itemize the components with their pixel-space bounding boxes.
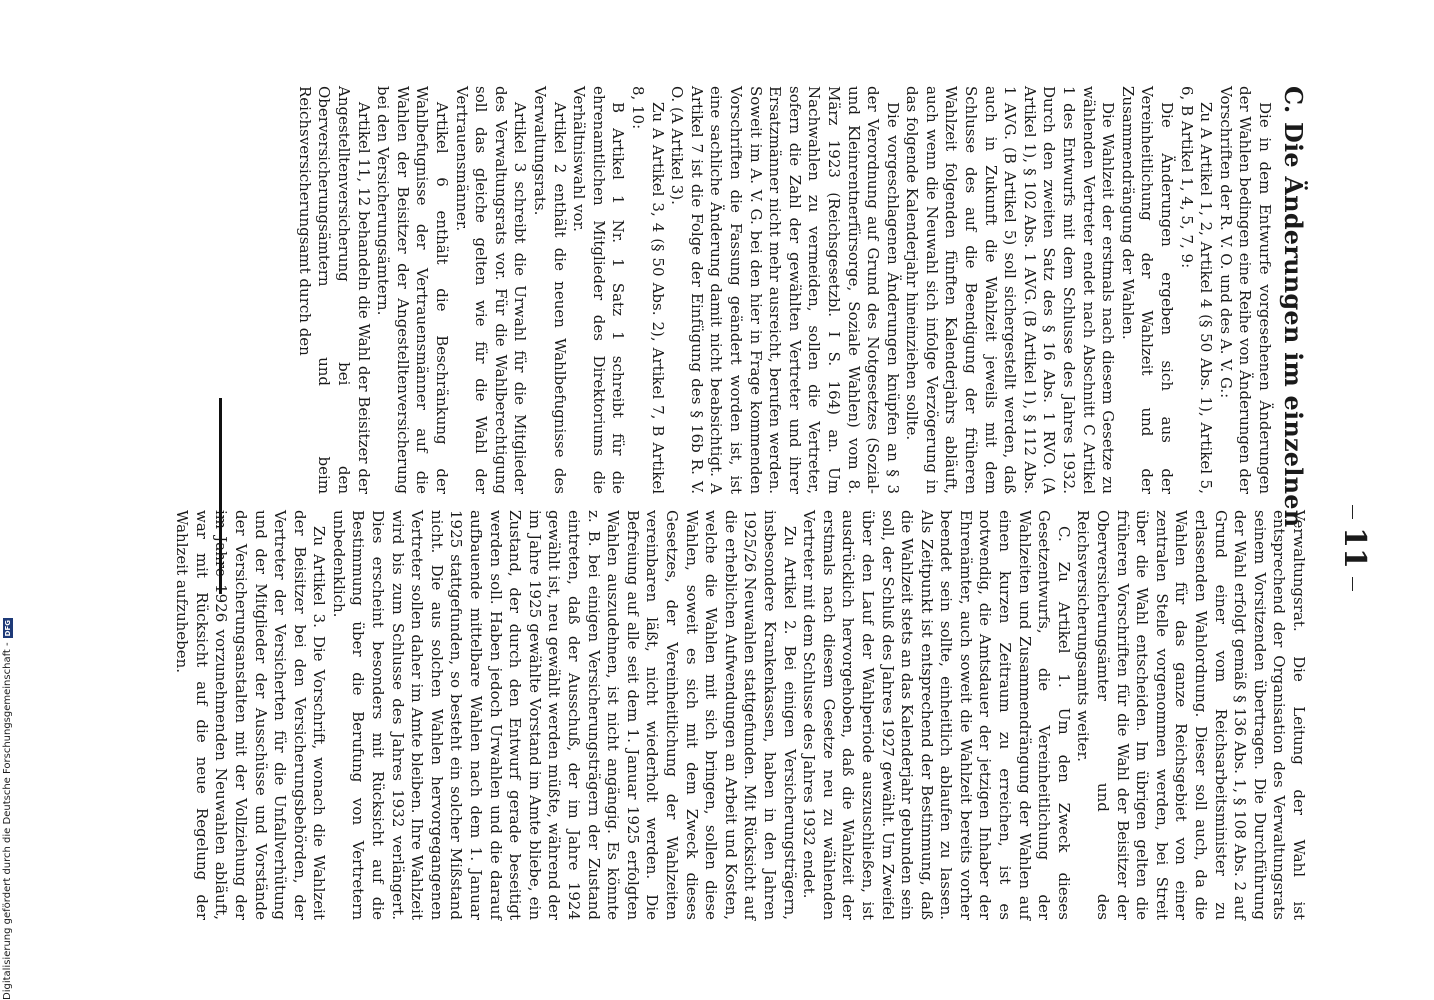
paragraph: Zu A Artikel 1, 2, Artikel 4 (§ 50 Abs. 1), Artikel 5, 6, B Artikel 1, 4, 5, 7, 9:	[1177, 86, 1216, 494]
footer-text: Digitalisierung gefördert durch die Deutsche Forschungsgemeinschaft -	[2, 642, 13, 1000]
paragraph: Die Änderungen ergeben sich aus der Vereinheitlichung der Wahlzeit und der Zusammendrängung der Wahlen.	[1118, 86, 1177, 494]
left-column	[294, 86, 1274, 494]
dash-left	[1353, 505, 1354, 519]
paragraph: Die vorgeschlagenen Änderungen knüpfen an § 3 der Verordnung auf Grund des Notgesetzes (Sozial- und Kleinrentnerfürsorge, Soziale Wahlen) vom 8. März 1923 (Reichsgesetzbl. I S. 164) an. Um Nachwahlen zu vermeiden, sollen die Vertreter, sofern die Zahl der gewählten Vertreter und ihrer Ersatzmänner nicht mehr ausreicht, berufen werden. Soweit im A. V. G. bei den hier in Frage kommenden Vorschriften die Fassung geändert worden ist, ist eine sachliche Änderung damit nicht beabsichtigt. A Artikel 7 ist die Folge der Einfügung des § 16b R. V. O. (A Artikel 3).	[668, 86, 902, 494]
paragraph: Verwaltungsrat. Die Leitung der Wahl ist entsprechend der Organisation des Verwaltungsrats seinem Vorsitzenden übertragen. Die Durchführung der Wahl erfolgt gemäß § 136 Abs. 1, § 108 Abs. 2 auf Grund einer vom Reichsarbeitsminister zu erlassenden Wahlordnung. Dieser soll auch, da die Wahlen für das ganze Reichsgebiet von einer zentralen Stelle vorgenommen werden, bei Streit über die Wahl entscheiden. Im übrigen gelten die früheren Vorschriften für die Wahl der Beisitzer der Oberversicherungsämter und des Reichsversicherungsamts weiter.	[1074, 510, 1308, 920]
paragraph: Die Wahlzeit der erstmals nach diesem Gesetze zu wählenden Vertreter endet nach Abschnitt C Artikel 1 des Entwurfs mit dem Schlusse des Jahres 1932. Durch den zweiten Satz des § 16 Abs. 1 RVO. (A Artikel 1), § 102 Abs. 1 AVG. (B Artikel 1), § 112 Abs. 1 AVG. (B Artikel 5) soll sichergestellt werden, daß auch in Zukunft die Wahlzeit jeweils mit dem Schlusse des auf die Beendigung der früheren Wahlzeit folgenden fünften Kalenderjahrs abläuft, auch wenn die Neuwahl sich infolge Verzögerung in das folgende Kalenderjahr hineinziehen sollte.	[903, 86, 1118, 494]
paragraph: Artikel 11, 12 behandeln die Wahl der Beisitzer der Angestelltenversicherung bei den Oberversicherungsämtern und beim Reichsversicherungsamt durch den	[295, 86, 373, 494]
paragraph: C. Zu Artikel 1. Um den Zweck dieses Gesetzentwurfs, die Vereinheitlichung der Wahlzeiten und Zusammendrängung der Wahlen auf einen kurzen Zeitraum zu erreichen, ist es notwendig, die Amtsdauer der jetzigen Inhaber der Ehrenämter, auch soweit die Wahlzeit bereits vorher beendet sein sollte, einheitlich ablaufen zu lassen. Als Zeitpunkt ist entsprechend der Bestimmung, daß die Wahlzeit stets an das Kalenderjahr gebunden sein soll, der Schluß des Jahres 1927 gewählt. Um Zweifel über den Lauf der Wahlperiode auszuschließen, ist ausdrücklich hervorgehoben, daß die Wahlzeit der erstmals nach diesem Gesetze neu zu wählenden Vertreter mit dem Schlusse des Jahres 1932 endet.	[800, 510, 1073, 920]
page-number	[1337, 488, 1372, 608]
section-title: C. Die Änderungen im einzelnen	[1279, 86, 1308, 528]
paragraph: Zu Artikel 3. Die Vorschrift, wonach die Wahlzeit der Beisitzer bei den Versicherungsbehörden, der Vertreter der Versicherten für die Unfallverhütung und der Mitglieder der Ausschüsse und Vorstände der Versicherungsanstalten mit der Vollziehung der im Jahre 1926 vorzunehmenden Neuwahlen abläuft, war mit Rücksicht auf die neue Regelung der Wahlzeit aufzuheben.	[173, 510, 329, 920]
right-column	[172, 510, 1308, 920]
paragraph: Artikel 3 schreibt die Urwahl für die Mitglieder des Verwaltungsrats vor. Für die Wahlberechtigung soll das gleiche gelten wie für die Wahl der Vertrauensmänner.	[452, 86, 530, 494]
paragraph: Artikel 2 enthält die neuen Wahlbefugnisse des Verwaltungsrats.	[531, 86, 569, 494]
dfg-logo: DFG	[4, 620, 12, 637]
page-number-text: 11	[1337, 527, 1372, 569]
paragraph: Die in dem Entwurfe vorgesehenen Änderungen der Wahlen bedingen eine Reihe von Änderungen der Vorschriften der R. V. O. und des A. V. G.:	[1216, 86, 1274, 494]
paragraph: Zu Artikel 2. Bei einigen Versicherungsträgern, insbesondere Krankenkassen, haben in den Jahren 1925/26 Neuwahlen stattgefunden. Mit Rücksicht auf die erheblichen Aufwendungen an Arbeit und Kosten, welche die Wahlen mit sich bringen, sollen diese Wahlen, soweit es sich mit dem Zweck dieses Gesetzes, der Vereinheitlichung der Wahlzeiten vereinbaren läßt, nicht wiederholt werden. Die Befreiung auf alle seit dem 1. Januar 1925 erfolgten Wahlen auszudehnen, ist nicht angängig. Es könnte z. B. bei einigen Versicherungsträgern der Zustand eintreten, daß der Ausschuß, der im Jahre 1924 gewählt ist, neu gewählt werden müßte, während der im Jahre 1925 gewählte Vorstand im Amte bliebe, ein Zustand, der durch den Entwurf gerade beseitigt werden soll. Haben jedoch Urwahlen und die darauf aufbauende mittelbare Wahlen nach dem 1. Januar 1925 stattgefunden, so besteht ein solcher Mißstand nicht. Die aus solchen Wahlen hervorgegangenen Vertreter sollen daher im Amte bleiben. Ihre Wahlzeit wird bis zum Schlusse des Jahres 1932 verlängert. Dies erscheint besonders mit Rücksicht auf die Bestimmung über die Berufung von Vertretern unbedenklich.	[329, 510, 799, 920]
dash-right	[1353, 577, 1354, 591]
paragraph: Artikel 6 enthält die Beschränkung der Wahlbefugnisse der Vertrauensmänner auf die Wahlen der Beisitzer der Angestelltenversicherung bei den Versicherungsämtern.	[374, 86, 452, 494]
horizontal-rule	[219, 398, 222, 594]
footer-strip	[0, 0, 24, 1000]
paragraph: Zu A Artikel 3, 4 (§ 50 Abs. 2), Artikel 7, B Artikel 8, 10:	[629, 86, 667, 494]
paragraph: B Artikel 1 Nr. 1 Satz 1 schreibt für die ehrenamtlichen Mitglieder des Direktoriums die Verhältniswahl vor.	[570, 86, 628, 494]
